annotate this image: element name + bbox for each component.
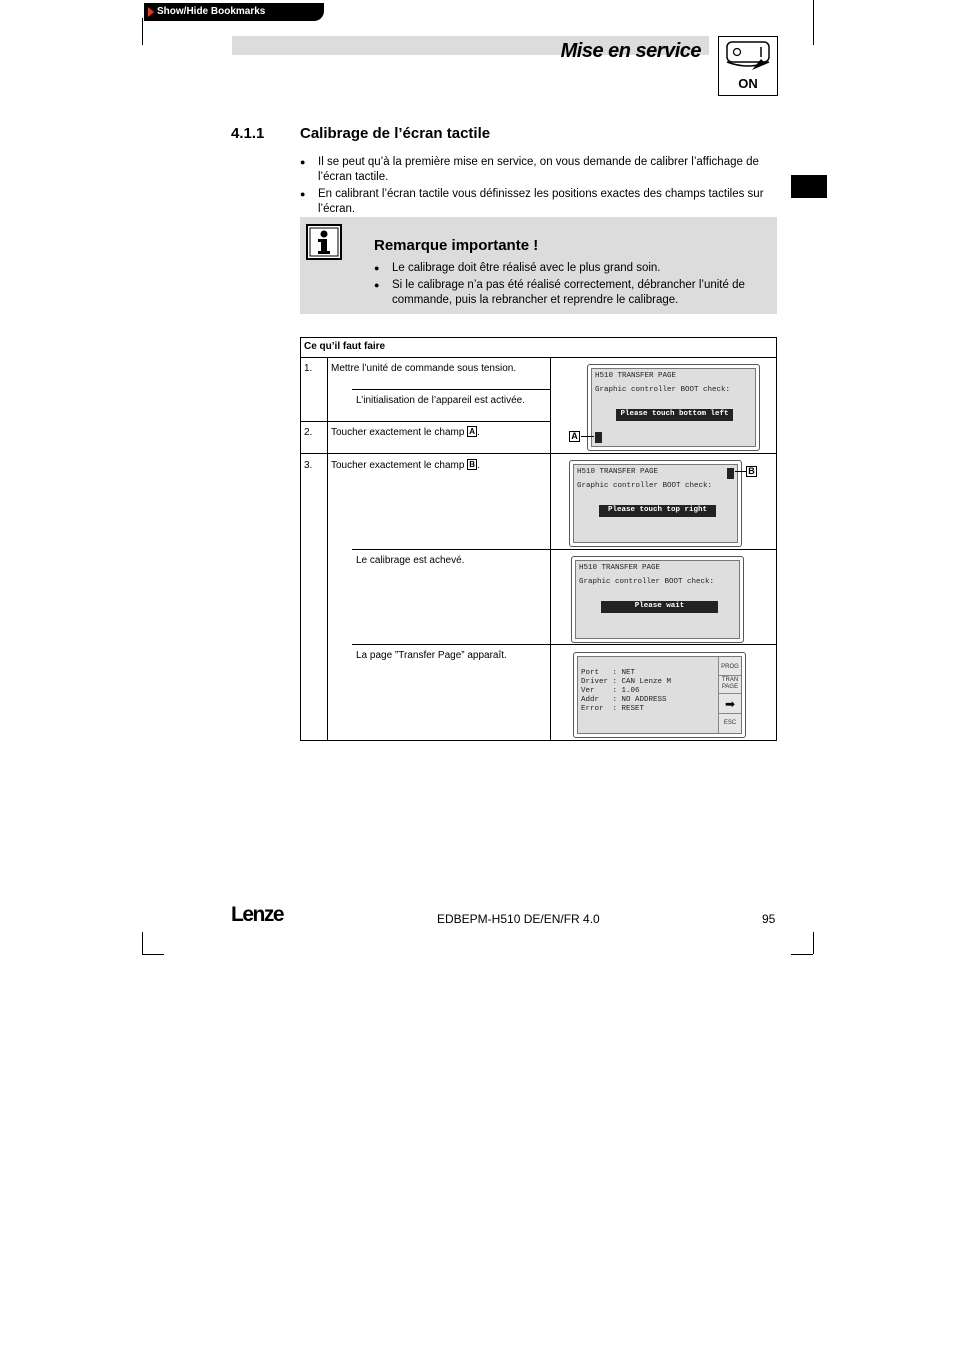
table-rule bbox=[300, 421, 550, 422]
step-text-post: . bbox=[476, 460, 480, 471]
transfer-page-screen bbox=[573, 652, 746, 738]
crop-mark bbox=[142, 18, 143, 45]
section-title: Calibrage de l’écran tactile bbox=[300, 125, 491, 142]
step-result: Le calibrage est achevé. bbox=[356, 555, 465, 566]
table-rule bbox=[300, 453, 777, 454]
calibration-prompt: Please touch bottom left bbox=[616, 409, 733, 421]
chapter-tab-marker bbox=[791, 175, 827, 198]
softkey-column bbox=[718, 657, 741, 733]
step-text-post: . bbox=[476, 427, 480, 438]
step-text-pre: Toucher exactement le champ bbox=[331, 427, 468, 438]
intro-bullet-list bbox=[300, 155, 778, 219]
crop-mark bbox=[813, 932, 814, 954]
step-text bbox=[331, 459, 480, 472]
esc-key: ESC bbox=[723, 720, 737, 726]
chapter-title: Mise en service bbox=[560, 40, 701, 62]
status-line: Error : RESET bbox=[581, 705, 645, 713]
step-number: 1. bbox=[304, 363, 313, 374]
table-rule bbox=[352, 549, 777, 550]
table-rule bbox=[300, 357, 777, 358]
table-header: Ce qu’il faut faire bbox=[304, 341, 386, 352]
marker-leader-line bbox=[581, 436, 594, 437]
prog-key: PROG bbox=[719, 660, 741, 676]
screen-line: Graphic controller BOOT check: bbox=[577, 482, 713, 490]
bookmark-arrow-icon bbox=[148, 7, 154, 17]
step-number: 3. bbox=[304, 460, 313, 471]
touch-screen-illustration bbox=[571, 556, 744, 643]
field-marker-b: B bbox=[469, 460, 475, 469]
calibration-target-a bbox=[595, 432, 602, 443]
section-number: 4.1.1 bbox=[231, 125, 265, 142]
document-id: EDBEPM-H510 DE/EN/FR 4.0 bbox=[437, 912, 600, 926]
screen-line: Graphic controller BOOT check: bbox=[579, 578, 715, 586]
note-bullet-list bbox=[374, 261, 769, 310]
status-line: Port : NET bbox=[581, 669, 636, 677]
table-rule bbox=[352, 644, 777, 645]
touch-screen-illustration bbox=[587, 364, 760, 451]
crop-mark bbox=[142, 932, 143, 954]
marker-label-a: A bbox=[569, 431, 580, 442]
table-rule bbox=[550, 357, 551, 741]
status-line: Driver : CAN Lenze M bbox=[581, 678, 672, 686]
field-marker-a: A bbox=[469, 427, 475, 436]
marker-label-b: B bbox=[746, 466, 757, 477]
step-text: Mettre l’unité de commande sous tension. bbox=[331, 363, 517, 374]
crop-mark bbox=[813, 0, 814, 45]
page-key-label: PAGE bbox=[719, 684, 741, 694]
arrow-right-icon: ➡ bbox=[719, 695, 741, 714]
touch-screen-illustration bbox=[569, 460, 742, 547]
list-item: ● En calibrant l’écran tactile vous définissez les positions exactes des champs tactiles sur l’écran. bbox=[300, 187, 778, 217]
show-hide-bookmarks-button[interactable]: Show/Hide Bookmarks bbox=[144, 3, 324, 21]
crop-mark bbox=[142, 954, 164, 955]
calibration-target-b bbox=[727, 468, 734, 479]
tran-key-label: TRAN bbox=[721, 677, 739, 683]
list-item: ● Si le calibrage n’a pas été réalisé correctement, débrancher l’unité de commande, puis la rebrancher et reprendre le calibrage. bbox=[374, 278, 769, 308]
status-line: Addr : NO ADDRESS bbox=[581, 696, 667, 704]
step-number: 2. bbox=[304, 427, 313, 438]
list-item: ● Il se peut qu’à la première mise en service, on vous demande de calibrer l’affichage de l’écran tactile. bbox=[300, 155, 778, 185]
screen-title: H510 TRANSFER PAGE bbox=[577, 468, 659, 476]
step-text-pre: Toucher exactement le champ bbox=[331, 460, 468, 471]
crop-mark bbox=[791, 954, 813, 955]
page-number: 95 bbox=[762, 912, 776, 926]
table-rule bbox=[327, 357, 328, 741]
info-icon bbox=[306, 224, 340, 258]
on-label: ON bbox=[738, 76, 758, 91]
wait-message: Please wait bbox=[601, 601, 718, 613]
note-title: Remarque importante ! bbox=[374, 237, 539, 254]
step-result: L’initialisation de l’appareil est activée. bbox=[356, 395, 525, 406]
calibration-prompt: Please touch top right bbox=[599, 505, 716, 517]
status-line: Ver : 1.06 bbox=[581, 687, 640, 695]
screen-title: H510 TRANSFER PAGE bbox=[579, 564, 661, 572]
list-item: ● Le calibrage doit être réalisé avec le plus grand soin. bbox=[374, 261, 769, 276]
screen-title: H510 TRANSFER PAGE bbox=[595, 372, 677, 380]
step-text bbox=[331, 426, 480, 439]
table-rule bbox=[352, 389, 550, 390]
lenze-logo: Lenze bbox=[231, 903, 284, 926]
step-result: La page ”Transfer Page” apparaît. bbox=[356, 650, 507, 661]
screen-line: Graphic controller BOOT check: bbox=[595, 386, 731, 394]
